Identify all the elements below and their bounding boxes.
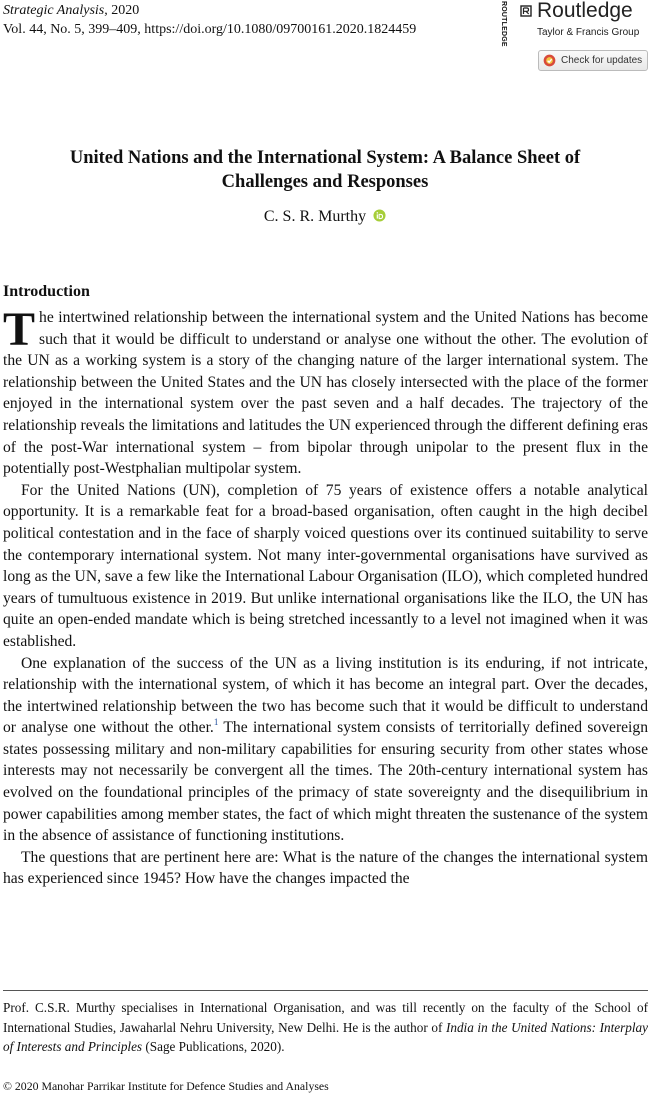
- section-heading: Introduction: [3, 283, 90, 300]
- publisher-logo: [498, 0, 648, 47]
- footnote-text-a: Prof. C.S.R. Murthy specialises in International Organisation, and was till recently on the faculty of the School of International Studies, Jawaharlal Nehru University, New Delhi. He is the author of: [3, 1000, 648, 1035]
- paragraph-4: The questions that are pertinent here are: What is the nature of the changes the international system has experienced since 1945? How have the changes impacted the: [3, 848, 648, 888]
- publisher-name: Routledge: [537, 0, 633, 22]
- orcid-icon[interactable]: [373, 209, 386, 222]
- paragraph-2: For the United Nations (UN), completion of 75 years of existence offers a notable analytical opportunity. It is a remarkable feat for a broad-based organisation, often caught in the high decibel political contestation and in the face of sharply voiced questions over its continued suitability to serve the contemporary international system. Not many inter-governmental organisations have survived as long as the UN, save a few like the International Labour Organisation (ILO), which completed hundred years of tumultuous existence in 2019. But unlike international organisations like the ILO, the UN has quite an open-ended mandate which is being stretched incessantly to a level not imagined when it was established.: [3, 481, 648, 650]
- author-name[interactable]: C. S. R. Murthy: [263, 208, 367, 225]
- journal-year: , 2020: [104, 3, 140, 18]
- paragraph-3-text-b: The international system consists of territorially defined sovereign states possessing military and non-military capabilities for ensuring security from other states whose interests may not necessarily be convergent all the times. The 20th-century international system has evolved on the foundational principles of the primacy of state sovereignty and the disequilibrium in power capabilities among member states, the fact of which might threaten the sustenance of the system in the absence of assistance of functioning institutions.: [3, 719, 648, 845]
- paragraph-3-text-a: One explanation of the success of the UN as a living institution is its enduring, if not intricate, relationship with the international system, of which it has become an integral part. Over the decades, the intertwined relationship between the two has become such that it would be difficult to understand or analyse one without the other.: [3, 654, 648, 737]
- footnote-divider: [3, 990, 648, 991]
- article-title-line-1: United Nations and the International System: A Balance Sheet of: [69, 148, 581, 168]
- paragraph-1: [3, 303, 648, 480]
- check-for-updates-label: Check for updates: [561, 55, 643, 66]
- copyright-notice: © 2020 Manohar Parrikar Institute for Defence Studies and Analyses: [3, 1079, 329, 1093]
- author-footnote: [3, 998, 648, 1057]
- check-updates-icon: [543, 54, 556, 67]
- footnote-book-title: India in the United Nations: Interplay of Interests and Principles: [3, 1019, 648, 1054]
- publisher-mark-icon: [520, 5, 532, 17]
- article-body: [3, 303, 648, 890]
- author-line: [0, 206, 650, 228]
- journal-title-line: [3, 1, 416, 20]
- journal-name: Strategic Analysis: [3, 3, 105, 18]
- footnote-ref-1[interactable]: 1: [213, 717, 219, 728]
- paragraph-3: [3, 653, 648, 847]
- citation-line[interactable]: Vol. 44, No. 5, 399–409, https://doi.org/10.1080/09700161.2020.1824459: [3, 22, 417, 37]
- check-for-updates-button[interactable]: [538, 50, 648, 71]
- publisher-side-text: ROUTLEDGE: [500, 1, 507, 47]
- footnote-text-b: (Sage Publications, 2020).: [142, 1039, 285, 1054]
- article-title: [0, 146, 650, 194]
- publisher-group: Taylor & Francis Group: [537, 27, 640, 38]
- drop-cap: T: [3, 303, 36, 356]
- article-title-line-2: Challenges and Responses: [221, 172, 429, 192]
- paragraph-1-text: he intertwined relationship between the international system and the United Nations has become such that it would be difficult to understand or analyse one without the other. The evolution of the UN as a working system is a story of the changing nature of the larger international system. The relationship between the United States and the UN has closely intersected with the place of the former enjoyed in the international system over the past seven and a half decades. The trajectory of the relationship reveals the limitations and latitudes the UN experienced through the different defining eras of the post-War international system – from bipolar through unipolar to the present flux in the potentially post-Westphalian multipolar system.: [3, 309, 648, 478]
- journal-header: [3, 1, 416, 39]
